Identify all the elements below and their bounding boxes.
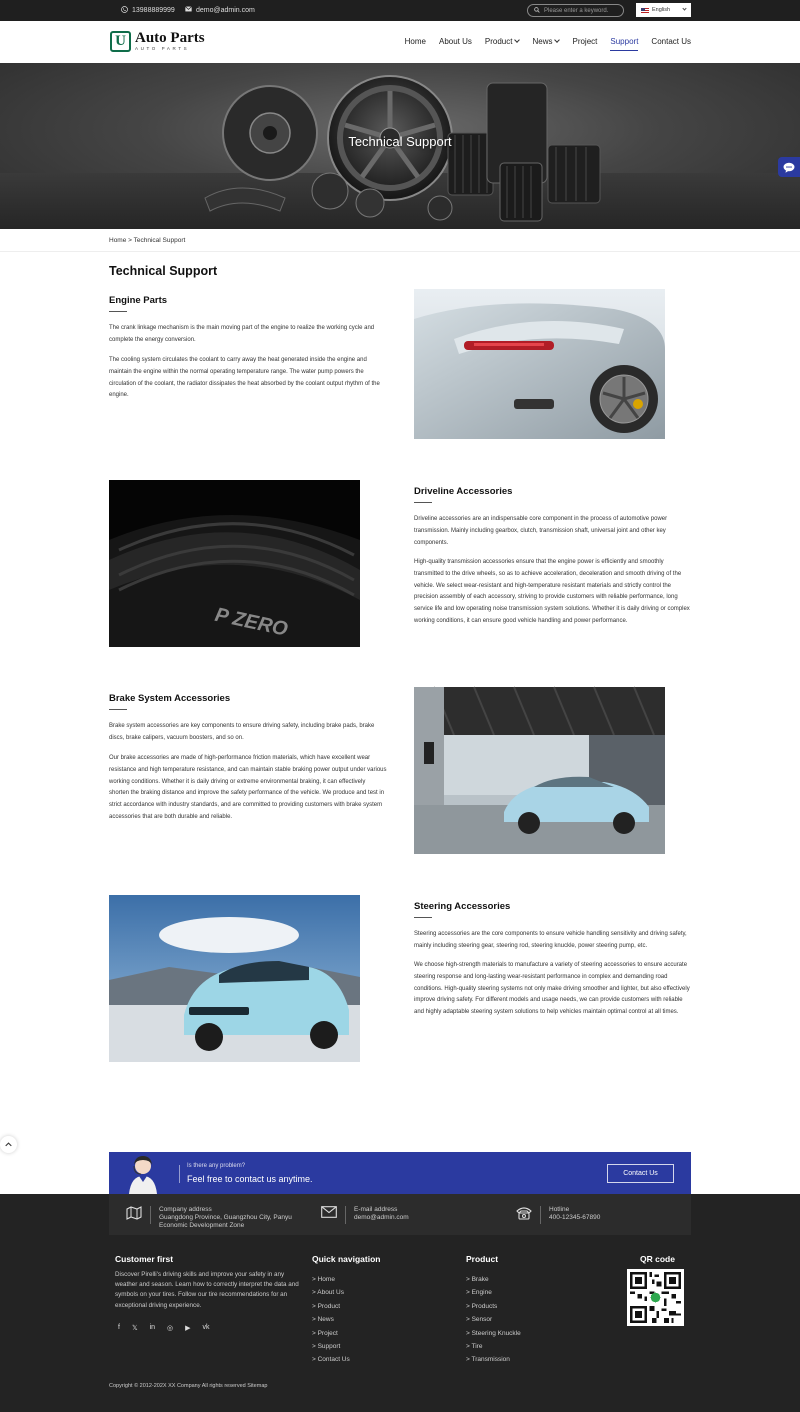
vk-icon[interactable]: vk xyxy=(202,1324,210,1331)
engine-paragraph-1: The crank linkage mechanism is the main moving part of the engine to realize the working cycle and complete the energy conversion. xyxy=(109,325,375,343)
driveline-tire-image xyxy=(109,480,360,647)
site-header xyxy=(0,21,800,63)
brake-paragraph-2: Our brake accessories are made of high-performance friction materials, which have excellent wear resistance and high temperature resistance, and can maintain stable braking power output under various working conditions. Whether it is daily driving or extreme environmental braking, it can effectively shorten the braking distance and improve the safety performance of the vehicle. We produce and test in strict accordance with industry standards, and are committed to providing customers with brake system accessories that are both durable and reliable. xyxy=(109,755,387,820)
telephone-icon xyxy=(516,1206,532,1220)
page-title: Technical Support xyxy=(109,264,218,278)
svg-text:P ZERO: P ZERO xyxy=(212,603,290,641)
email-label: E-mail address xyxy=(354,1206,398,1213)
main-nav xyxy=(405,37,691,51)
footer-product-tire[interactable]: > Tire xyxy=(466,1343,483,1351)
chevron-down-icon xyxy=(515,37,521,43)
linkedin-icon[interactable]: in xyxy=(149,1324,156,1331)
nav-home[interactable]: Home xyxy=(404,37,426,46)
footer-link-home[interactable]: > Home xyxy=(312,1276,335,1283)
search-input[interactable]: Please enter a keyword. xyxy=(544,7,609,14)
footer-link-about-us[interactable]: > About Us xyxy=(312,1289,344,1297)
footer-link-contact-us[interactable]: > Contact Us xyxy=(312,1356,350,1364)
footer-quick-nav-list xyxy=(312,1273,350,1367)
phone-number: 13988889999 xyxy=(132,7,175,14)
mail-icon xyxy=(185,6,192,14)
logo-title: Auto Parts xyxy=(135,30,205,47)
section-title-steering-accessories: Steering Accessories xyxy=(414,901,511,912)
engine-parts-image xyxy=(414,289,665,439)
qr-code-image xyxy=(627,1269,684,1326)
logo-subtitle: AUTO PARTS xyxy=(135,46,190,52)
cta-divider xyxy=(179,1165,180,1183)
x-twitter-icon[interactable]: 𝕏 xyxy=(131,1325,138,1332)
email-address: demo@admin.com xyxy=(196,6,255,14)
footer-product-products[interactable]: > Products xyxy=(466,1302,498,1310)
email-contact[interactable] xyxy=(185,6,255,14)
footer-product-list xyxy=(466,1273,521,1367)
site-footer xyxy=(0,1194,800,1412)
cta-tagline: Feel free to contact us anytime. xyxy=(187,1174,313,1184)
map-icon xyxy=(126,1206,142,1220)
contact-cta-banner xyxy=(109,1152,691,1194)
nav-contact-us[interactable]: Contact Us xyxy=(651,37,691,46)
footer-address xyxy=(126,1206,304,1230)
footer-product-engine[interactable]: > Engine xyxy=(466,1289,492,1297)
section-underline xyxy=(414,917,432,918)
nav-project[interactable]: Project xyxy=(572,37,598,46)
steering-paragraph-1: Steering accessories are the core components to ensure vehicle handling sensitivity and driving safety, mainly including steering gear, steering rod, steering knuckle, power steering pump, etc. xyxy=(414,931,687,949)
language-label: English xyxy=(652,7,671,13)
support-agent-avatar xyxy=(123,1152,163,1194)
nav-about-us[interactable]: About Us xyxy=(438,37,472,46)
address-label: Company address xyxy=(159,1206,212,1213)
nav-product[interactable]: Product xyxy=(485,37,520,51)
steering-car-image xyxy=(109,895,360,1062)
driveline-paragraph-1: Driveline accessories are an indispensable core component in the process of automotive power transmission. Mainly including gearbox, clutch, transmission shaft, universal joint and other key components. xyxy=(414,516,668,546)
email-value[interactable]: demo@admin.com xyxy=(354,1214,409,1221)
hotline-label: Hotline xyxy=(549,1206,570,1213)
banner-title: Technical Support xyxy=(348,134,452,149)
footer-heading-customer-first: Customer first xyxy=(115,1254,174,1264)
address-value: Guangdong Province, Guangzhou City, Panyu Economic Development Zone xyxy=(159,1214,292,1229)
footer-product-transmission[interactable]: > Transmission xyxy=(466,1356,510,1364)
footer-link-project[interactable]: > Project xyxy=(312,1329,338,1337)
search-box[interactable] xyxy=(527,4,624,17)
steering-paragraph-2: We choose high-strength materials to manufacture a variety of steering accessories to ensure accurate steering response and long-lasting wear-resistant performance in complex and demanding road conditions. High-quality steering systems not only make driving smoother and lighter, but also effectively improve driving safety. For different models and usage needs, we can provide customers with reliable and highly adaptable steering system solutions to help vehicles maintain optimal control at all times. xyxy=(414,962,690,1016)
breadcrumb[interactable]: Home > Technical Support xyxy=(109,237,186,244)
chevron-up-icon xyxy=(5,1142,12,1147)
footer-link-product[interactable]: > Product xyxy=(312,1302,341,1310)
section-underline xyxy=(109,709,127,710)
top-bar xyxy=(0,0,800,21)
hotline-value[interactable]: 400-12345-67890 xyxy=(549,1214,601,1221)
copyright-text: Copyright © 2012-202X XX Company All rights reserved Sitemap xyxy=(109,1383,268,1389)
footer-product-steering-knuckle[interactable]: > Steering Knuckle xyxy=(466,1329,521,1337)
hero-banner xyxy=(0,63,800,229)
footer-link-support[interactable]: > Support xyxy=(312,1343,341,1351)
online-chat-button[interactable] xyxy=(778,157,800,177)
search-icon[interactable] xyxy=(534,7,540,15)
footer-heading-product: Product xyxy=(466,1254,499,1264)
logo-mark: U xyxy=(110,31,131,52)
footer-product-brake[interactable]: > Brake xyxy=(466,1276,489,1283)
brake-paragraph-1: Brake system accessories are key components to ensure driving safety, including brake pads, brake discs, brake calipers, vacuum boosters, and so on. xyxy=(109,723,375,741)
instagram-icon[interactable]: ◎ xyxy=(167,1325,174,1332)
nav-news[interactable]: News xyxy=(532,37,559,51)
nav-support[interactable]: Support xyxy=(610,37,638,51)
logo[interactable] xyxy=(110,31,205,52)
footer-customer-text: Discover Pirelli's driving skills and improve your safety in any weather and season. Learn how to correctly interpret the data and symbols on your tires. Follow our tire recommendations for an exceptional driving experience. xyxy=(115,1271,299,1309)
footer-product-sensor[interactable]: > Sensor xyxy=(466,1316,493,1324)
brake-system-image xyxy=(414,687,665,854)
chat-icon xyxy=(783,162,795,173)
footer-contact-strip xyxy=(109,1194,691,1235)
section-title-engine-parts: Engine Parts xyxy=(109,295,168,306)
footer-heading-quick-navigation: Quick navigation xyxy=(312,1254,381,1264)
youtube-icon[interactable]: ▶ xyxy=(185,1325,191,1332)
footer-link-news[interactable]: > News xyxy=(312,1316,334,1324)
section-title-brake-system-accessories: Brake System Accessories xyxy=(109,693,231,704)
footer-email xyxy=(321,1206,409,1224)
phone-icon xyxy=(121,6,128,15)
us-flag-icon xyxy=(641,8,649,13)
facebook-icon[interactable]: f xyxy=(118,1324,120,1331)
chevron-down-icon xyxy=(682,6,686,10)
footer-hotline xyxy=(516,1206,600,1224)
footer-heading-qr-code: QR code xyxy=(640,1254,675,1264)
section-underline xyxy=(414,502,432,503)
driveline-paragraph-2: High-quality transmission accessories ensure that the engine power is efficiently and smoothly transmitted to the drive wheels, so as to achieve acceleration, deceleration and smooth driving of the vehicle. We select wear-resistant and high-temperature resistant materials and strictly control the precision assembly of each accessory, striving to provide customers with reliable performance, long service life and low operating noise transmission system solutions. Whether it is daily driving or complex working conditions, it can ensure good vehicle handling and power performance. xyxy=(414,559,690,624)
social-links xyxy=(118,1324,210,1332)
section-underline xyxy=(109,311,127,312)
back-to-top-button[interactable] xyxy=(0,1136,17,1153)
cta-question: Is there any problem? xyxy=(187,1163,246,1169)
mail-icon xyxy=(321,1206,337,1218)
language-select[interactable] xyxy=(636,3,691,17)
engine-paragraph-2: The cooling system circulates the coolant to carry away the heat generated inside the engine and maintain the engine within the normal operating temperature range. The water pump powers the circulation of the coolant, the radiator dissipates the heat absorbed by the coolant output rhythm of the engine. xyxy=(109,357,380,399)
divider xyxy=(0,251,800,252)
phone-contact[interactable] xyxy=(121,6,175,15)
chevron-down-icon xyxy=(555,37,561,43)
contact-us-button[interactable]: Contact Us xyxy=(607,1164,674,1183)
section-title-driveline-accessories: Driveline Accessories xyxy=(414,486,513,497)
